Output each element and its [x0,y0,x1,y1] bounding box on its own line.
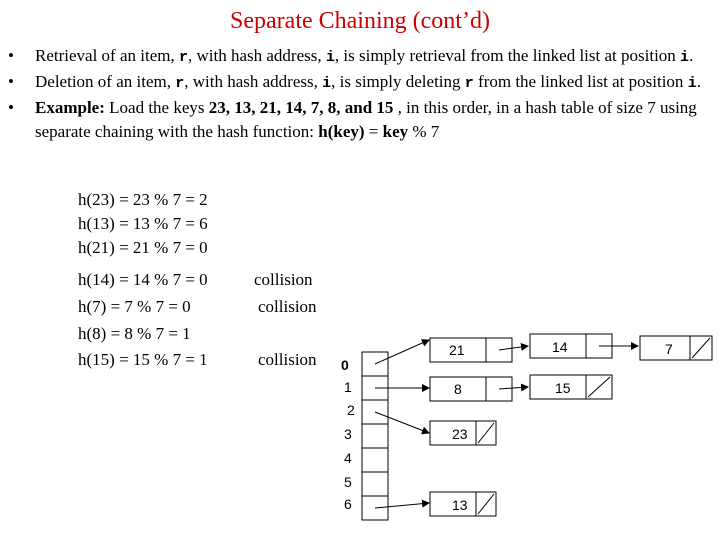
bullet-marker: • [8,98,14,117]
hash-calc-line: h(15) = 15 % 7 = 1 [78,350,208,369]
collision-note: collision [254,270,313,289]
collision-note: collision [258,297,317,316]
node-key: 21 [449,342,465,358]
node-key: 15 [555,380,571,396]
bullet-example: • Example: Load the keys 23, 13, 21, 14, 7, 8, and 15 , in this order, in a hash table of size 7 using separate chaining with the hash function: h(key) = key % 7 [8,98,697,141]
node-key: 23 [452,426,468,442]
bucket-index: 4 [344,450,352,466]
chain-node [530,375,612,399]
bullet-marker: • [8,72,14,91]
bucket-array [362,352,388,520]
hash-calc-line: h(21) = 21 % 7 = 0 [78,238,208,257]
bucket-index: 6 [344,496,352,512]
bucket-index: 3 [344,426,352,442]
bucket-index: 1 [344,379,352,395]
node-key: 13 [452,497,468,513]
bullet-deletion: • Deletion of an item, r, with hash address, i, is simply deleting r from the linked list at position i. [8,72,701,92]
node-key: 14 [552,339,568,355]
hash-calc-line: h(13) = 13 % 7 = 6 [78,214,208,233]
bullet-retrieval: • Retrieval of an item, r, with hash address, i, is simply retrieval from the linked list at position i. [8,46,694,66]
bucket-index: 2 [347,402,355,418]
bucket-index: 5 [344,474,352,490]
node-key: 7 [665,341,673,357]
node-key: 8 [454,381,462,397]
slide-title: Separate Chaining (cont’d) [230,8,490,34]
chain-node [640,336,712,360]
hash-calc-line: h(14) = 14 % 7 = 0 [78,270,208,289]
hash-calc-line: h(23) = 23 % 7 = 2 [78,190,208,209]
hash-calc-line: h(8) = 8 % 7 = 1 [78,324,191,343]
bucket-index: 0 [341,357,349,373]
hash-calc-line: h(7) = 7 % 7 = 0 [78,297,191,316]
collision-note: collision [258,350,317,369]
bullet-marker: • [8,46,14,65]
